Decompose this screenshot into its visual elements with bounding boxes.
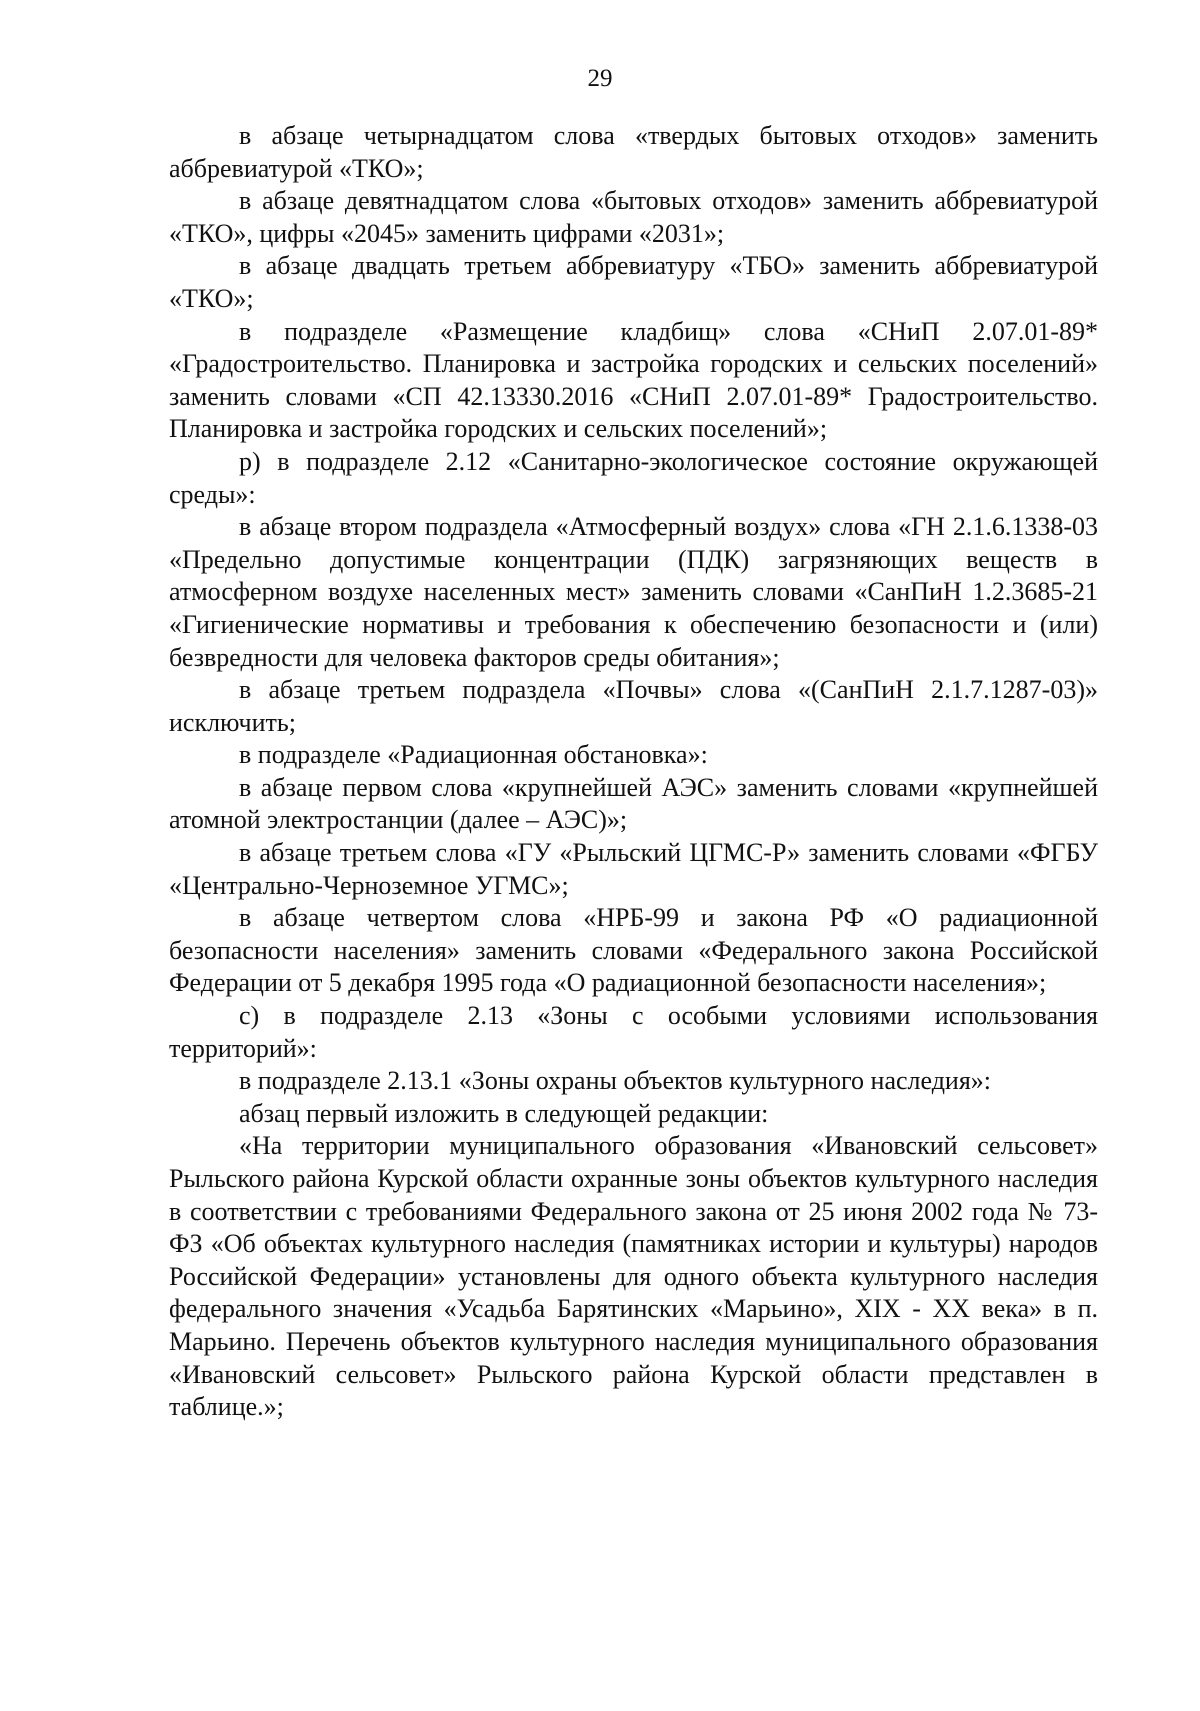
paragraph-2: в абзаце девятнадцатом слова «бытовых отходов» заменить аббревиатурой «ТКО», цифры «2045» заменить цифрами «2031»; bbox=[169, 186, 1098, 248]
page-number: 29 bbox=[587, 65, 613, 92]
paragraph-10: в абзаце третьем слова «ГУ «Рыльский ЦГМС-Р» заменить словами «ФГБУ «Центрально-Черноземное УГМС»; bbox=[169, 838, 1098, 900]
paragraph-8: в подразделе «Радиационная обстановка»: bbox=[239, 740, 708, 770]
paragraph-7: в абзаце третьем подраздела «Почвы» слова «(СанПиН 2.1.7.1287-03)» исключить; bbox=[169, 675, 1098, 737]
paragraph-4: в подразделе «Размещение кладбищ» слова «СНиП 2.07.01-89* «Градостроительство. Планировка и застройка городских и сельских поселений» заменить словами «СП 42.13330.2016 «СНиП 2.07.01-89* Градостроительство. Планировка и застройка городских и сельских поселений»; bbox=[169, 316, 1098, 444]
paragraph-1: в абзаце четырнадцатом слова «твердых бытовых отходов» заменить аббревиатурой «ТКО»; bbox=[169, 121, 1098, 183]
paragraph-15: «На территории муниципального образования «Ивановский сельсовет» Рыльского района Курской области охранные зоны объектов культурного наследия в соответствии с требованиями Федерального закона от 25 июня 2002 года № 73-ФЗ «Об объектах культурного наследия (памятниках истории и культуры) народов Российской Федерации» установлены для одного объекта культурного наследия федерального значения «Усадьба Барятинских «Марьино», XIX - XX века» в п. Марьино. Перечень объектов культурного наследия муниципального образования «Ивановский сельсовет» Рыльского района Курской области представлен в таблице.»; bbox=[169, 1131, 1098, 1422]
paragraph-9: в абзаце первом слова «крупнейшей АЭС» заменить словами «крупнейшей атомной электростанции (далее – АЭС)»; bbox=[169, 772, 1098, 835]
paragraph-11: в абзаце четвертом слова «НРБ-99 и закона РФ «О радиационной безопасности населения» заменить словами «Федерального закона Российской Федерации от 5 декабря 1995 года «О радиационной безопасности населения»; bbox=[169, 903, 1098, 998]
paragraph-12: с) в подразделе 2.13 «Зоны с особыми условиями использования территорий»: bbox=[169, 1001, 1098, 1063]
paragraph-5: р) в подразделе 2.12 «Санитарно-экологическое состояние окружающей среды»: bbox=[169, 446, 1098, 509]
paragraph-3: в абзаце двадцать третьем аббревиатуру «ТБО» заменить аббревиатурой «ТКО»; bbox=[169, 251, 1098, 313]
paragraph-14: абзац первый изложить в следующей редакции: bbox=[239, 1098, 769, 1128]
paragraph-13: в подразделе 2.13.1 «Зоны охраны объектов культурного наследия»: bbox=[239, 1066, 992, 1096]
document-body bbox=[169, 120, 1098, 1424]
paragraph-6: в абзаце втором подраздела «Атмосферный воздух» слова «ГН 2.1.6.1338-03 «Предельно допустимые концентрации (ПДК) загрязняющих веществ в атмосферном воздухе населенных мест» заменить словами «СанПиН 1.2.3685-21 «Гигиенические нормативы и требования к обеспечению безопасности и (или) безвредности для человека факторов среды обитания»; bbox=[169, 512, 1098, 672]
